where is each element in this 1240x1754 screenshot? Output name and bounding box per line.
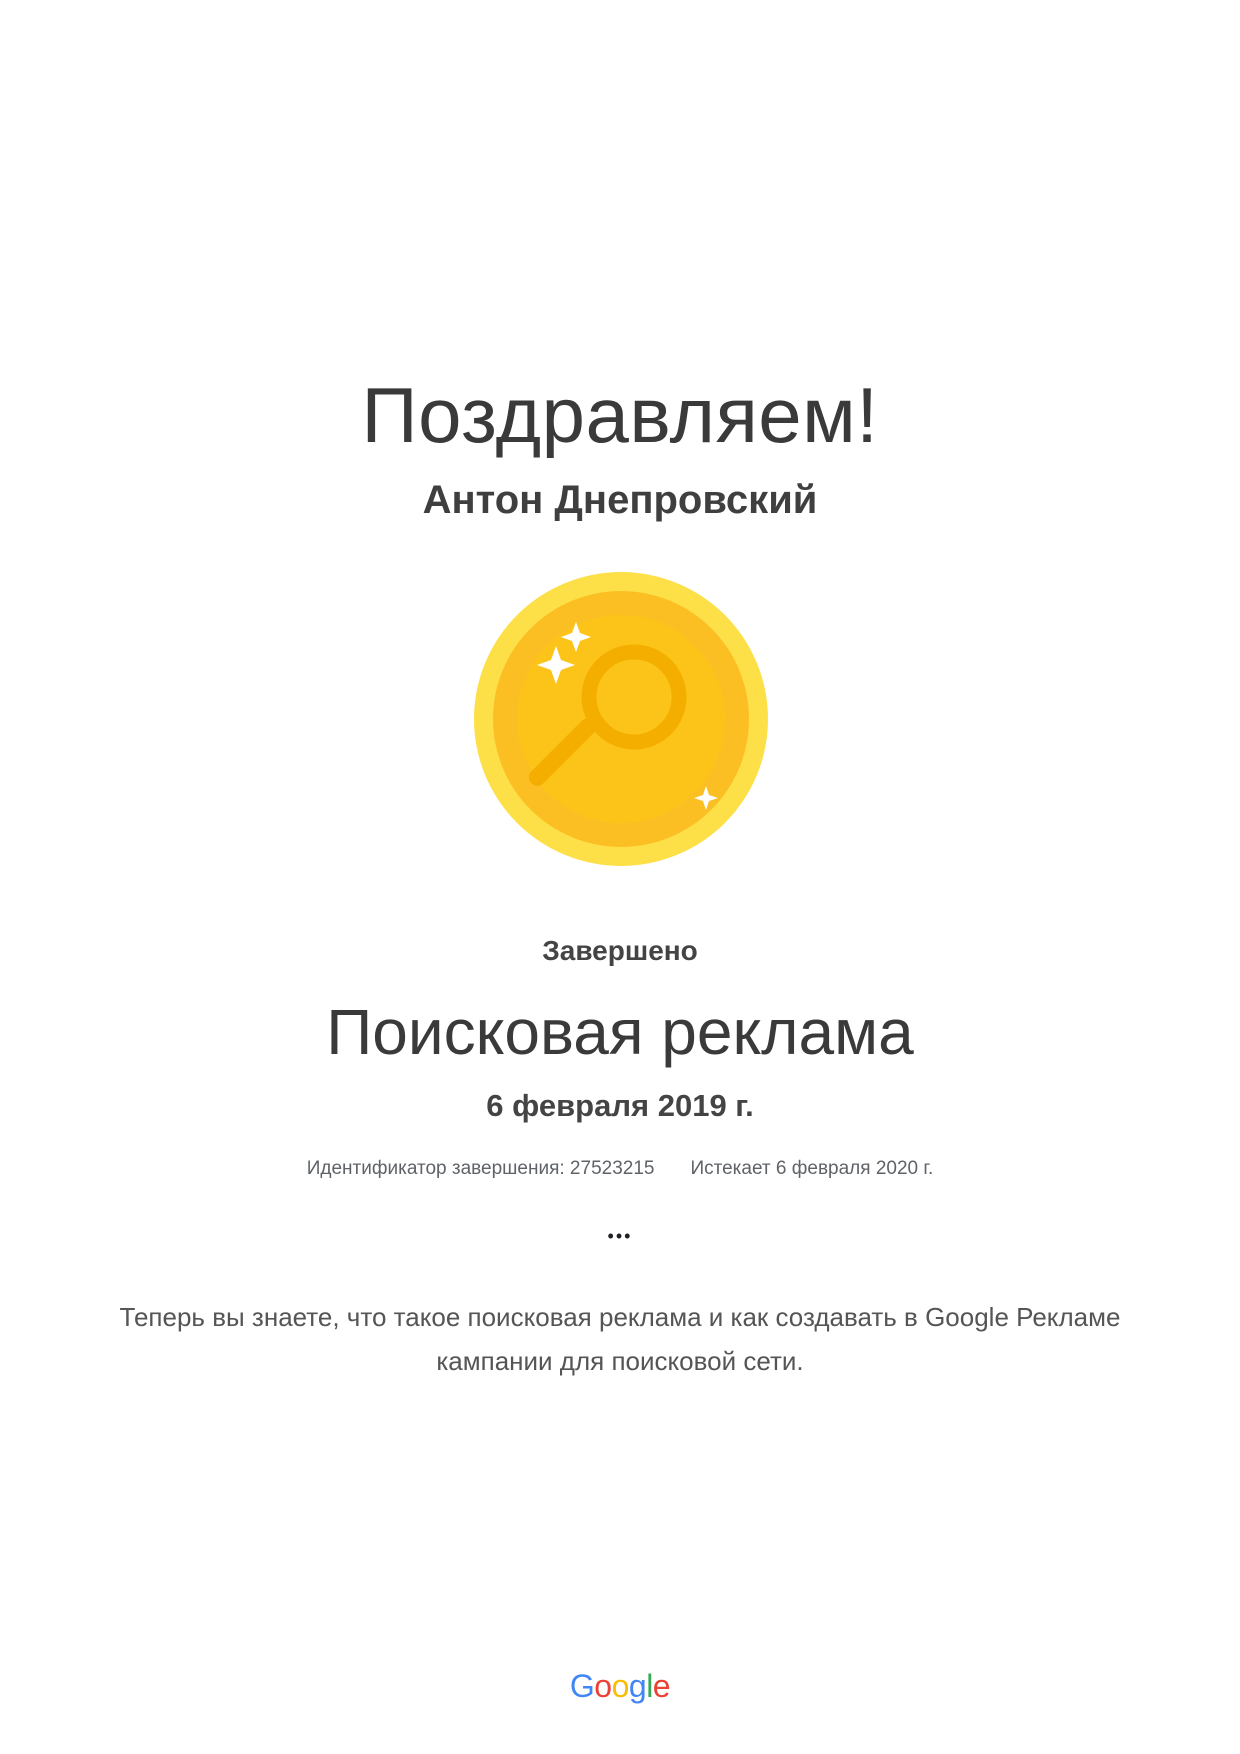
- logo-letter: o: [611, 1668, 629, 1704]
- logo-letter: G: [569, 1668, 595, 1704]
- google-logo: [0, 1668, 1240, 1705]
- status-label: Завершено: [542, 935, 698, 966]
- separator-dots: •••: [607, 1226, 633, 1246]
- course-title: Поисковая реклама: [326, 996, 914, 1068]
- logo-letter: e: [652, 1668, 671, 1704]
- logo-letter: l: [646, 1668, 653, 1704]
- magnifier-badge-icon: [474, 572, 768, 866]
- recipient-name: Антон Днепровский: [422, 478, 818, 522]
- logo-letter: g: [628, 1668, 647, 1704]
- expiry-date: Истекает 6 февраля 2020 г.: [690, 1158, 934, 1179]
- certificate-meta: [0, 1158, 1240, 1180]
- logo-letter: o: [594, 1668, 612, 1704]
- congratulations-heading: Поздравляем!: [361, 371, 879, 459]
- completion-date: 6 февраля 2019 г.: [486, 1088, 754, 1123]
- course-description: Теперь вы знаете, что такое поисковая реклама и как создавать в Google Рекламе кампании для поисковой сети.: [119, 1302, 1121, 1376]
- completion-id: Идентификатор завершения: 27523215: [306, 1158, 655, 1179]
